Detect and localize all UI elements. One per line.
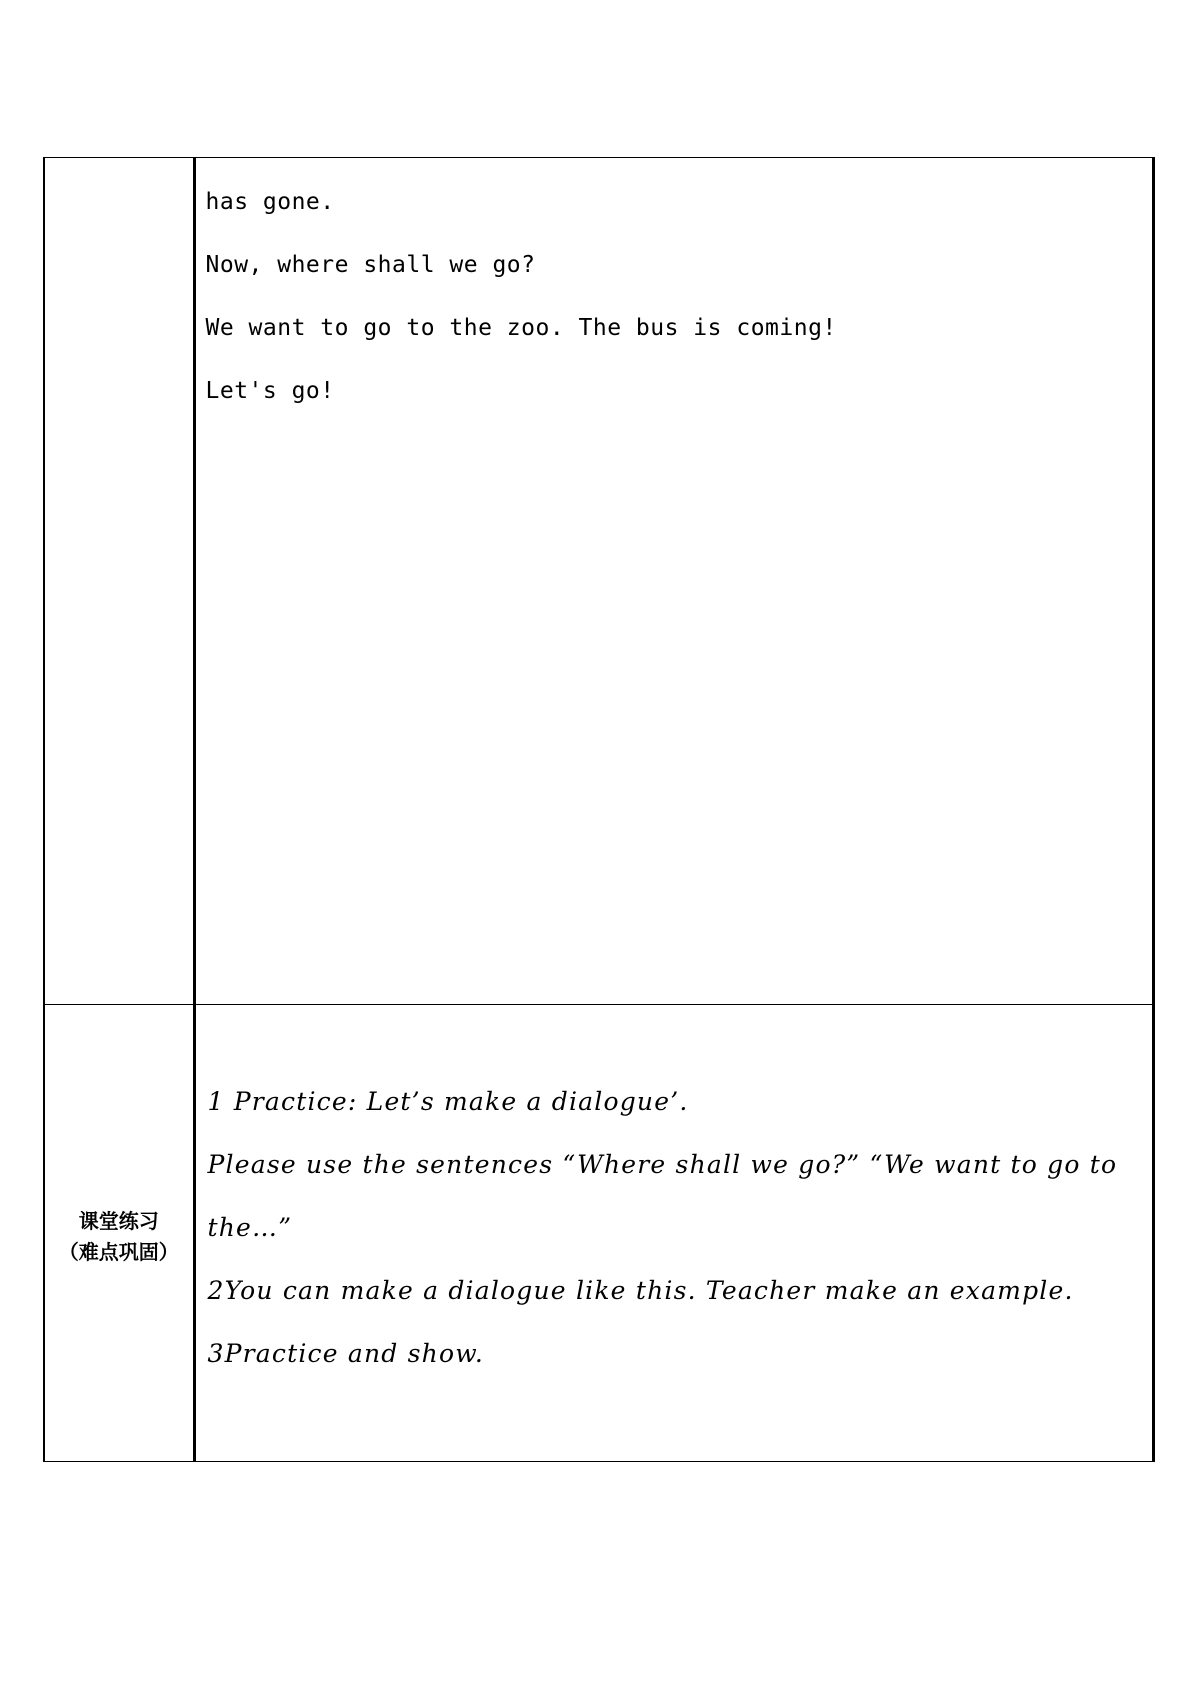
practice-item: 1 Practice: Let’s make a dialogue’. (207, 1087, 689, 1116)
dialogue-text (196, 158, 1153, 423)
lesson-plan-table (43, 157, 1155, 1462)
practice-text (196, 1005, 1153, 1385)
section-label (45, 1198, 193, 1268)
section-label-subtitle: （难点巩固） (58, 1240, 179, 1264)
table-row (44, 1005, 1154, 1462)
section-label-title: 课堂练习 (78, 1209, 159, 1233)
dialogue-line: Now, where shall we go? (205, 252, 536, 278)
dialogue-line: has gone. (205, 189, 335, 215)
dialogue-cell (194, 158, 1154, 1005)
practice-item: 3Practice and show. (207, 1339, 484, 1368)
practice-item: 2You can make a dialogue like this. Teacher make an example. (207, 1276, 1074, 1305)
dialogue-line: Let's go! (205, 378, 335, 404)
empty-label-cell (44, 158, 194, 1005)
practice-item: Please use the sentences “Where shall we go?” “We want to go to the…” (207, 1150, 1118, 1242)
practice-cell (194, 1005, 1154, 1462)
dialogue-line: We want to go to the zoo. The bus is coming! (205, 315, 837, 341)
table-row (44, 158, 1154, 1005)
section-label-cell (44, 1005, 194, 1462)
